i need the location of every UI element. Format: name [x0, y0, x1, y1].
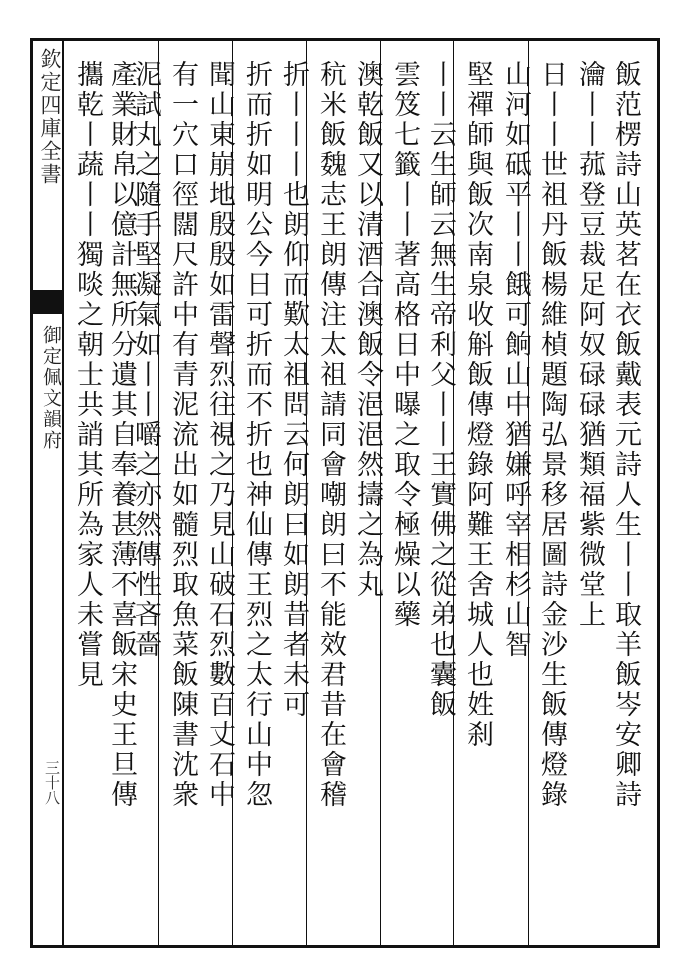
left-border	[30, 38, 33, 948]
text-column-13: 有一穴口徑闊尺許中有青泥流出如髓烈取魚菜飯陳書沈衆	[167, 60, 198, 810]
page-number: 三十八	[43, 760, 61, 805]
right-border	[657, 38, 660, 948]
text-column-9: 秔米飯魏志王朗傳注太祖請同會嘲朗曰不能效君昔在會稽	[315, 60, 346, 810]
bottom-border	[30, 945, 660, 948]
margin-divider	[62, 38, 64, 948]
text-column-7: 雲笈七籤丨丨著高格日中曝之取令極燥以藥	[389, 60, 420, 630]
text-column-11: 折而折如明公今日可折而不折也神仙傳王烈之太行山中忽	[241, 60, 272, 810]
text-column-2: 瀹丨丨菰登豆裁足阿奴碌碌猶類福紫微堂上	[574, 60, 605, 630]
volume-title: 御定佩文韻府	[40, 325, 62, 451]
text-column-15: 產業財帛以億計無所分遺其自奉養甚薄不喜飯宋史王旦傳	[106, 60, 137, 810]
text-column-1: 飯范楞詩山英茗在衣飯戴表元詩人生丨丨取羊飯岑安卿詩	[610, 60, 641, 810]
fishtail-mark	[33, 290, 62, 314]
text-column-16: 攜乾丨蔬丨丨獨啖之朝士共誚其所為家人未嘗見	[72, 60, 103, 690]
text-column-10: 折丨丨丨也朗仰而歎太祖問云何朗曰如朗昔者未可	[278, 60, 309, 720]
text-column-8: 澳乾飯又以清酒合澳飯令浥浥然擣之為丸	[352, 60, 383, 600]
text-column-3: 日丨丨世祖丹飯楊維楨題陶弘景移居圖詩金沙生飯傳燈錄	[536, 60, 567, 810]
text-column-12: 聞山東崩地殷殷如雷聲烈往視之乃見山破石烈數百丈石中	[204, 60, 235, 810]
text-column-6: 丨丨云生師云無生帝利父丨丨王實佛之從弟也囊飯	[425, 60, 456, 720]
top-border	[30, 38, 660, 41]
book-title: 欽定四庫全書	[38, 48, 62, 186]
text-column-4: 山河如砥平丨丨餓可餉山中猶嫌呼宰相杉山智	[500, 60, 531, 660]
text-column-5: 堅禪師與飯次南泉收斛飯傳燈錄阿難王舍城人也姓刹	[462, 60, 493, 750]
text-column-14: 泥試丸之隨手堅凝氣如丨丨嚼之亦然傳性吝嗇	[130, 60, 161, 660]
